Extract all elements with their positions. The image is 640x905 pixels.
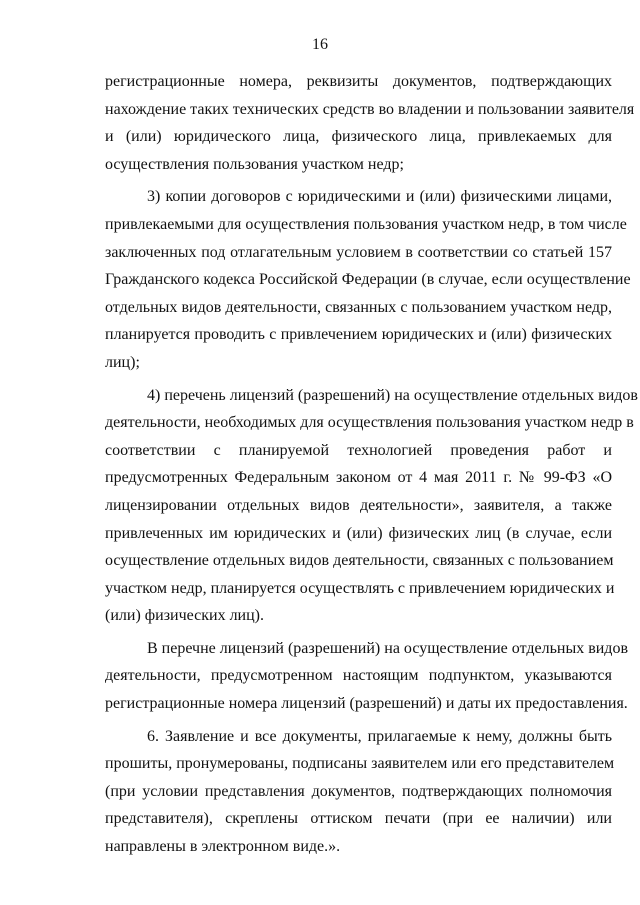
text-line: и (или) юридического лица, физического лица, привлекаемых для [105, 128, 612, 146]
text-line: 4) перечень лицензий (разрешений) на осуществление отдельных видов [147, 386, 638, 404]
text-line: лиц); [105, 353, 140, 371]
text-line: прошиты, пронумерованы, подписаны заявителем или его представителем [105, 755, 615, 773]
text-line: 6. Заявление и все документы, прилагаемые к нему, должны быть [147, 727, 612, 745]
text-line: лицензировании отдельных видов деятельности», заявителя, а также [105, 496, 612, 514]
document-body [105, 68, 638, 861]
text-line: соответствии с планируемой технологией проведения работ и [105, 441, 612, 459]
paragraph-item-3 [105, 183, 631, 376]
text-line: осуществление отдельных видов деятельности, связанных с пользованием [105, 552, 614, 570]
paragraph-item-4 [105, 382, 638, 630]
text-line: (при условии представления документов, подтверждающих полномочия [105, 782, 612, 800]
text-line: (или) физических лиц). [105, 607, 264, 625]
text-line: предусмотренных Федеральным законом от 4 мая 2011 г. № 99-ФЗ «О [105, 469, 612, 487]
text-line: представителя), скреплены оттиском печати (при ее наличии) или [105, 810, 612, 828]
text-line: привлекаемыми для осуществления пользования участком недр, в том числе [105, 215, 627, 233]
text-line: отдельных видов деятельности, связанных с пользованием участком недр, [105, 298, 612, 316]
text-line: деятельности, необходимых для осуществления пользования участком недр в [105, 414, 634, 432]
page-number: 16 [312, 36, 328, 53]
text-line: регистрационные номера лицензий (разрешений) и даты их предоставления. [105, 695, 628, 713]
text-line: регистрационные номера, реквизиты документов, подтверждающих [105, 73, 612, 90]
text-line: осуществления пользования участком недр; [105, 155, 404, 173]
paragraph-item-6 [105, 723, 615, 861]
text-line: В перечне лицензий (разрешений) на осуществление отдельных видов [147, 639, 628, 657]
text-line: заключенных под отлагательным условием в соответствии со статьей 157 [105, 243, 612, 261]
text-line: Гражданского кодекса Российской Федерации (в случае, если осуществление [105, 271, 631, 289]
text-line: направлены в электронном виде.». [105, 838, 341, 856]
text-line: деятельности, предусмотренном настоящим подпунктом, указываются [105, 667, 612, 685]
text-line: нахождение таких технических средств во владении и пользовании заявителя [105, 100, 635, 118]
text-line: привлеченных им юридических и (или) физических лиц (в случае, если [105, 524, 612, 542]
paragraph-license-list [105, 635, 628, 718]
paragraph-continuation [105, 68, 635, 178]
text-line: 3) копии договоров с юридическими и (или) физическими лицами, [147, 188, 612, 206]
text-line: участком недр, планируется осуществлять с привлечением юридических и [105, 579, 615, 597]
text-line: планируется проводить с привлечением юридических и (или) физических [105, 326, 612, 344]
